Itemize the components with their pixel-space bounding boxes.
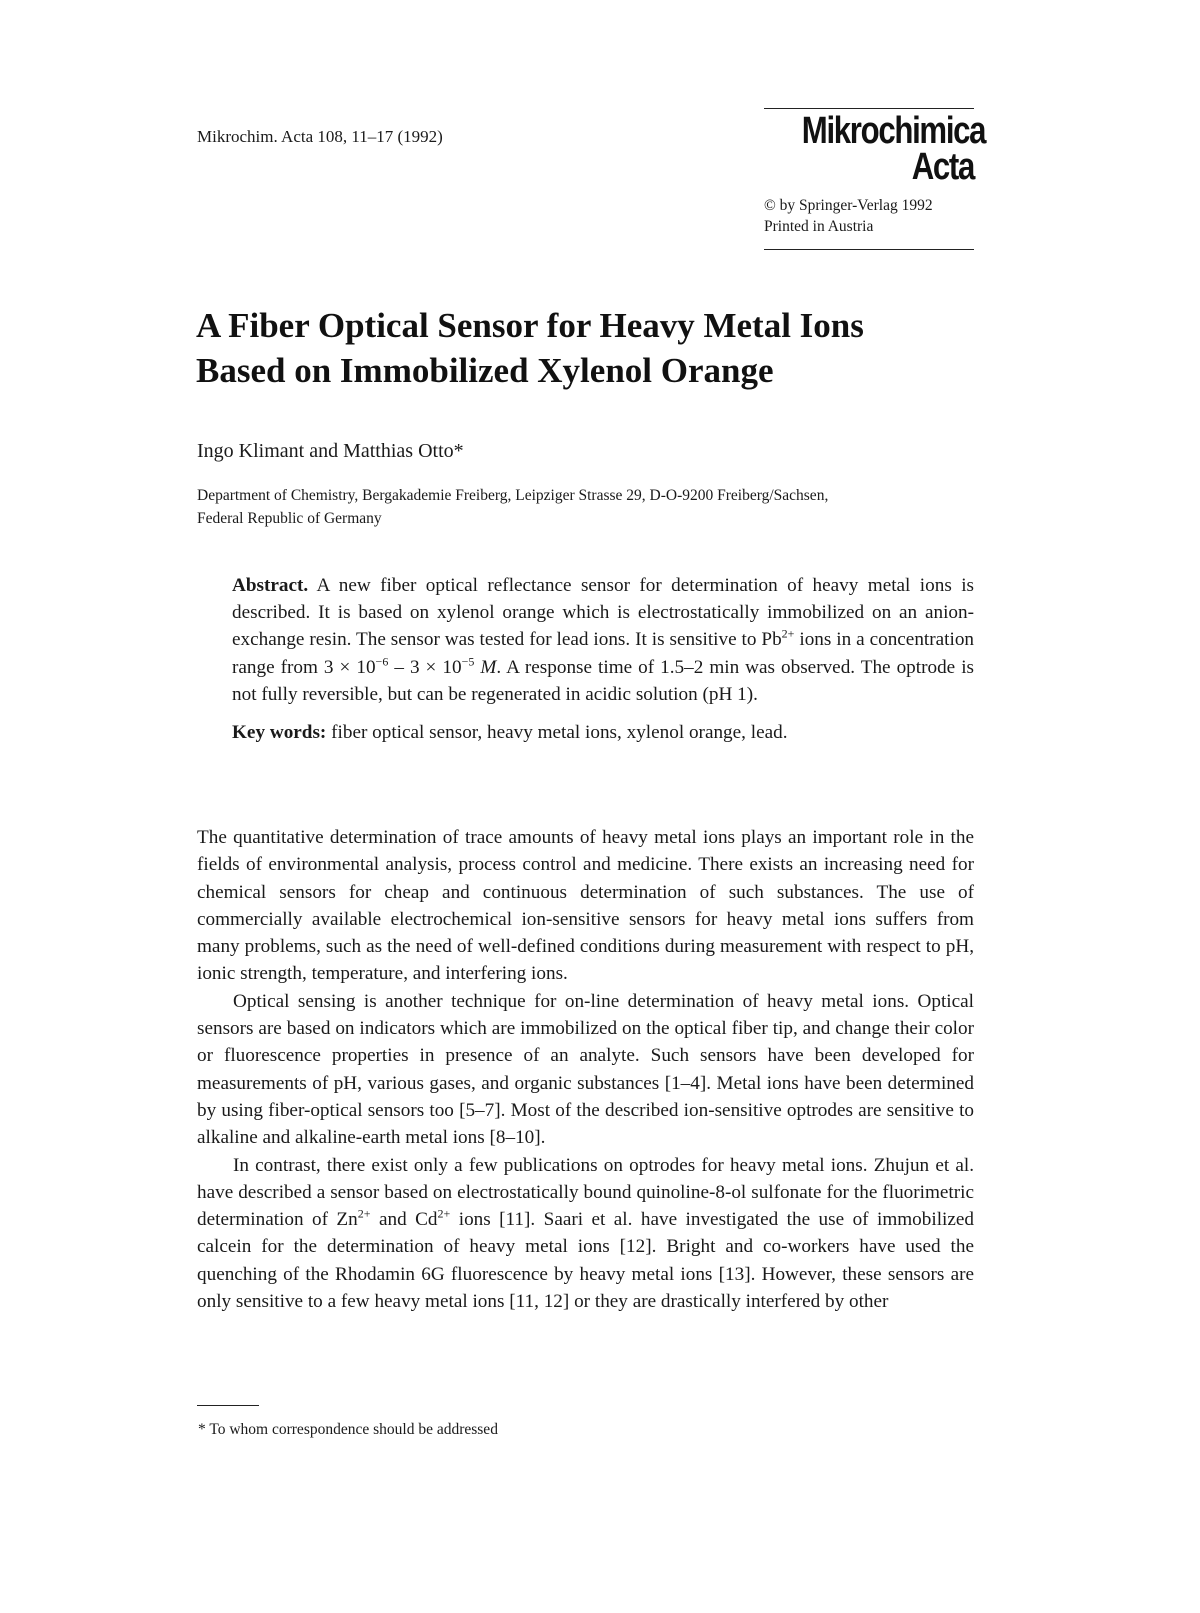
p3-text-a: In contrast, there exist only a few publications on optrodes for heavy metal ions. Zhujun et al. have described a sensor based on electrostatically bound quinoline-8-ol sulfonate for the fluorimetric determination of Zn <box>197 1154 974 1231</box>
abstract-paragraph <box>232 572 974 708</box>
p3-text-b: and Cd <box>370 1209 438 1231</box>
journal-citation: Mikrochim. Acta 108, 11–17 (1992) <box>197 127 443 146</box>
affiliation-line2: Federal Republic of Germany <box>197 510 382 527</box>
body-text <box>197 824 974 1315</box>
title-line2: Based on Immobilized Xylenol Orange <box>196 351 774 390</box>
title-line1: A Fiber Optical Sensor for Heavy Metal Ions <box>196 306 864 345</box>
keywords-text: fiber optical sensor, heavy metal ions, xylenol orange, lead. <box>326 722 788 744</box>
journal-logo <box>801 110 986 188</box>
body-paragraph-3 <box>197 1152 974 1316</box>
abstract-text-c: – 3 × 10 <box>388 656 462 678</box>
journal-logo-line2: Acta <box>911 146 974 188</box>
abstract-unit: M <box>474 656 497 678</box>
abstract-sup-exp2: −5 <box>461 654 475 669</box>
abstract-text-a: A new fiber optical reflectance sensor for determination of heavy metal ions is described. It is based on xylenol orange which is electrostatically immobilized on an anion-exchange resin. The sensor was tested for lead ions. It is sensitive to Pb <box>232 575 974 651</box>
printed-line: Printed in Austria <box>764 218 874 235</box>
affiliation-line1: Department of Chemistry, Bergakademie Freiberg, Leipziger Strasse 29, D-O-9200 Freiberg/Sachsen, <box>197 487 829 504</box>
abstract-sup-exp1: −6 <box>375 654 389 669</box>
journal-masthead <box>764 108 986 250</box>
abstract-label: Abstract. <box>232 575 309 596</box>
body-paragraph-2: Optical sensing is another technique for on-line determination of heavy metal ions. Optical sensors are based on indicators which are immobilized on the optical fiber tip, and change their color or fluorescence properties in presence of an analyte. Such sensors have been developed for measurements of pH, various gases, and organic substances [1–4]. Metal ions have been determined by using fiber-optical sensors too [5–7]. Most of the described ion-sensitive optrodes are sensitive to alkaline and alkaline-earth metal ions [8–10]. <box>197 990 974 1149</box>
abstract-text-d: . A response time of 1.5–2 min was observed. The optrode is not fully reversible, but can be regenerated in acidic solution (pH 1). <box>232 656 975 705</box>
author-list: Ingo Klimant and Matthias Otto* <box>197 440 464 462</box>
masthead-bottom-rule <box>764 249 974 250</box>
p3-text-c: ions [11]. Saari et al. have investigated the use of immobilized calcein for the determination of heavy metal ions [12]. Bright and co-workers have used the quenching of the Rhodamin 6G fluorescence by heavy metal ions [13]. However, these sensors are only sensitive to a few heavy metal ions [11, 12] or they are drastically interfered by other <box>197 1209 974 1313</box>
copyright-notice <box>764 195 974 237</box>
keywords <box>232 719 974 746</box>
abstract-text-b: ions in a concentration range from 3 × 10 <box>232 629 975 678</box>
keywords-label: Key words: <box>232 722 327 744</box>
author-affiliation <box>197 484 987 530</box>
abstract <box>232 572 974 746</box>
body-paragraph-1: The quantitative determination of trace amounts of heavy metal ions plays an important role in the fields of environmental analysis, process control and medicine. There exists an increasing need for chemical sensors for cheap and continuous determination of such substances. The use of commercially available electrochemical ion-sensitive sensors for heavy metal ions suffers from many problems, such as the need of well-defined conditions during measurement with respect to pH, ionic strength, temperature, and interfering ions. <box>197 827 974 985</box>
copyright-line: © by Springer-Verlag 1992 <box>764 197 933 214</box>
p3-sup-zn: 2+ <box>357 1206 371 1221</box>
p3-sup-cd: 2+ <box>437 1206 451 1221</box>
journal-logo-line1: Mikrochimica <box>801 110 986 152</box>
footnote: * To whom correspondence should be addressed <box>198 1421 498 1438</box>
paper-title <box>196 303 996 393</box>
abstract-sup-pb: 2+ <box>781 627 795 642</box>
footnote-divider <box>197 1405 259 1406</box>
masthead-top-rule <box>764 108 974 109</box>
